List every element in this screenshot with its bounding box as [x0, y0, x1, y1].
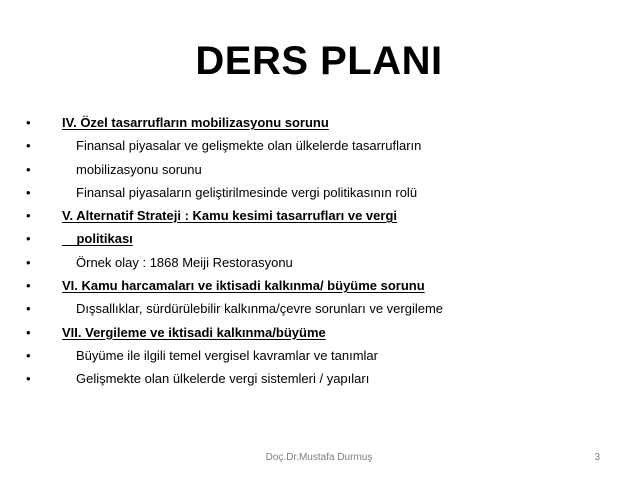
- bullet-marker: •: [26, 371, 31, 387]
- bullet-text: mobilizasyonu sorunu: [76, 161, 202, 177]
- bullet-item: [26, 251, 626, 274]
- bullet-item: [26, 158, 626, 181]
- bullet-marker: •: [26, 254, 31, 270]
- bullet-marker: •: [26, 278, 31, 294]
- bullet-text: Örnek olay : 1868 Meiji Restorasyonu: [76, 254, 293, 270]
- bullet-marker: •: [26, 324, 31, 340]
- bullet-marker: •: [26, 208, 31, 224]
- bullet-marker: •: [26, 138, 31, 154]
- bullet-item: [26, 274, 626, 297]
- bullet-marker: •: [26, 301, 31, 317]
- bullet-text: politikası: [62, 231, 133, 247]
- bullet-marker: •: [26, 184, 31, 200]
- bullet-marker: •: [26, 161, 31, 177]
- bullet-marker: •: [26, 231, 31, 247]
- bullet-text: IV. Özel tasarrufların mobilizasyonu sorunu: [62, 115, 329, 130]
- page-number: 3: [594, 452, 600, 463]
- bullet-item: [26, 111, 626, 134]
- bullet-marker: •: [26, 347, 31, 363]
- bullet-item: [26, 344, 626, 367]
- bullet-item: [26, 297, 626, 320]
- bullet-item: [26, 204, 626, 227]
- bullet-item: [26, 181, 626, 204]
- slide-title: DERS PLANI: [195, 39, 443, 83]
- bullet-item: [26, 134, 626, 157]
- bullet-text: Finansal piyasaların geliştirilmesinde vergi politikasının rolü: [76, 184, 418, 200]
- bullet-text: Finansal piyasalar ve gelişmekte olan ülkelerde tasarrufların: [76, 138, 422, 154]
- bullet-list: [26, 111, 626, 391]
- bullet-item: [26, 227, 626, 250]
- bullet-text: Gelişmekte olan ülkelerde vergi sistemleri / yapıları: [76, 371, 370, 387]
- bullet-text: V. Alternatif Strateji : Kamu kesimi tasarrufları ve vergi: [62, 208, 398, 224]
- bullet-item: [26, 321, 626, 344]
- bullet-text: VI. Kamu harcamaları ve iktisadi kalkınma/ büyüme sorunu: [62, 278, 425, 294]
- bullet-marker: •: [26, 115, 31, 130]
- footer-author: Doç.Dr.Mustafa Durmuş: [265, 452, 373, 463]
- bullet-item: [26, 367, 626, 390]
- bullet-text: Büyüme ile ilgili temel vergisel kavramlar ve tanımlar: [76, 347, 378, 363]
- bullet-text: VII. Vergileme ve iktisadi kalkınma/büyüme: [62, 324, 326, 340]
- bullet-text: Dışsallıklar, sürdürülebilir kalkınma/çevre sorunları ve vergileme: [76, 301, 444, 317]
